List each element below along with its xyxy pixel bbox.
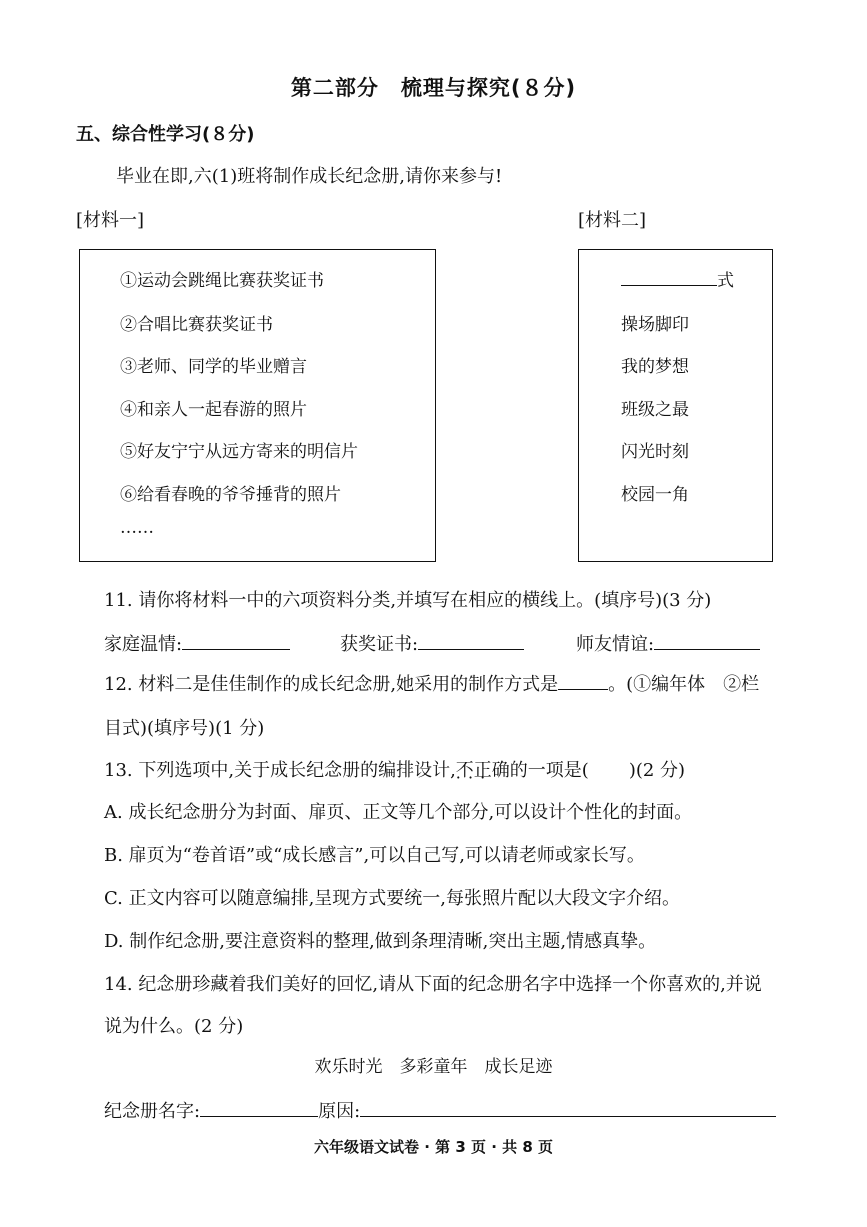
q14-line2: 说为什么。(2 分) xyxy=(104,1016,244,1037)
page-footer: 六年级语文试卷 · 第 3 页 · 共 8 页 xyxy=(313,1138,554,1156)
section-intro: 毕业在即,六(1)班将制作成长纪念册,请你来参与! xyxy=(116,166,503,187)
material2-item: 闪光时刻 xyxy=(621,442,689,462)
material2-item: 操场脚印 xyxy=(621,315,689,335)
q13-option-d: D. 制作纪念册,要注意资料的整理,做到条理清晰,突出主题,情感真挚。 xyxy=(104,931,657,952)
q11-field-label: 师友情谊: xyxy=(576,634,655,655)
material2-header xyxy=(621,266,734,291)
q12-text-a: 12. 材料二是佳佳制作的成长纪念册,她采用的制作方式是 xyxy=(104,674,559,695)
material2-header-suffix: 式 xyxy=(717,271,734,291)
material1-box xyxy=(79,249,436,562)
q11-blank-teacher[interactable] xyxy=(654,648,760,650)
q14-line1: 14. 纪念册珍藏着我们美好的回忆,请从下面的纪念册名字中选择一个你喜欢的,并说 xyxy=(104,974,762,995)
q11-field-award xyxy=(340,630,524,656)
q12-blank[interactable] xyxy=(558,688,608,690)
material2-blank[interactable] xyxy=(621,284,717,286)
material1-ellipsis: …… xyxy=(120,518,154,538)
q13-option-b: B. 扉页为“卷首语”或“成长感言”,可以自己写,可以请老师或家长写。 xyxy=(104,845,645,866)
q13-emphasis: 不正确 · · · xyxy=(456,756,510,782)
q13-stem-a: 13. 下列选项中,关于成长纪念册的编排设计, xyxy=(104,760,456,781)
q14-answer-line xyxy=(104,1097,776,1123)
q14-name-blank[interactable] xyxy=(200,1115,318,1117)
material2-item: 班级之最 xyxy=(621,400,689,420)
q11-field-label: 获奖证书: xyxy=(340,634,419,655)
q12-line2: 目式)(填序号)(1 分) xyxy=(104,718,265,739)
material2-box xyxy=(578,249,773,562)
q11-text: 11. 请你将材料一中的六项资料分类,并填写在相应的横线上。(填序号)(3 分) xyxy=(104,590,712,611)
q11-field-label: 家庭温情: xyxy=(104,634,183,655)
q13-option-a: A. 成长纪念册分为封面、扉页、正文等几个部分,可以设计个性化的封面。 xyxy=(104,802,693,823)
material1-item: ②合唱比赛获奖证书 xyxy=(120,315,273,335)
q13-stem-b: 的一项是( xyxy=(509,760,589,781)
section-heading: 五、综合性学习(８分) xyxy=(76,124,255,145)
q11-blank-award[interactable] xyxy=(418,648,524,650)
q11-blank-family[interactable] xyxy=(182,648,290,650)
material2-item: 我的梦想 xyxy=(621,357,689,377)
q12-line1 xyxy=(104,670,759,696)
page-title: 第二部分 梳理与探究(８分) xyxy=(290,76,577,100)
q14-reason-label: 原因: xyxy=(318,1101,361,1122)
material1-item: ④和亲人一起春游的照片 xyxy=(120,400,307,420)
material1-item: ①运动会跳绳比赛获奖证书 xyxy=(120,271,324,291)
q11-field-family xyxy=(104,630,290,656)
q14-name-label: 纪念册名字: xyxy=(104,1101,201,1122)
material1-item: ⑥给看春晚的爷爷捶背的照片 xyxy=(120,485,341,505)
material1-item: ③老师、同学的毕业赠言 xyxy=(120,357,307,377)
q13-stem-c: )(2 分) xyxy=(628,760,686,781)
material2-item: 校园一角 xyxy=(621,485,689,505)
material1-item: ⑤好友宁宁从远方寄来的明信片 xyxy=(120,442,358,462)
q11-field-teacher xyxy=(576,630,760,656)
q13-stem xyxy=(104,756,685,782)
q12-text-b: 。(①编年体 ②栏 xyxy=(608,674,760,695)
q13-option-c: C. 正文内容可以随意编排,呈现方式要统一,每张照片配以大段文字介绍。 xyxy=(104,888,681,909)
q14-reason-blank[interactable] xyxy=(360,1115,776,1117)
material2-label: [材料二] xyxy=(578,210,647,231)
material1-label: [材料一] xyxy=(76,210,145,231)
q14-names: 欢乐时光 多彩童年 成长足迹 xyxy=(314,1057,553,1077)
